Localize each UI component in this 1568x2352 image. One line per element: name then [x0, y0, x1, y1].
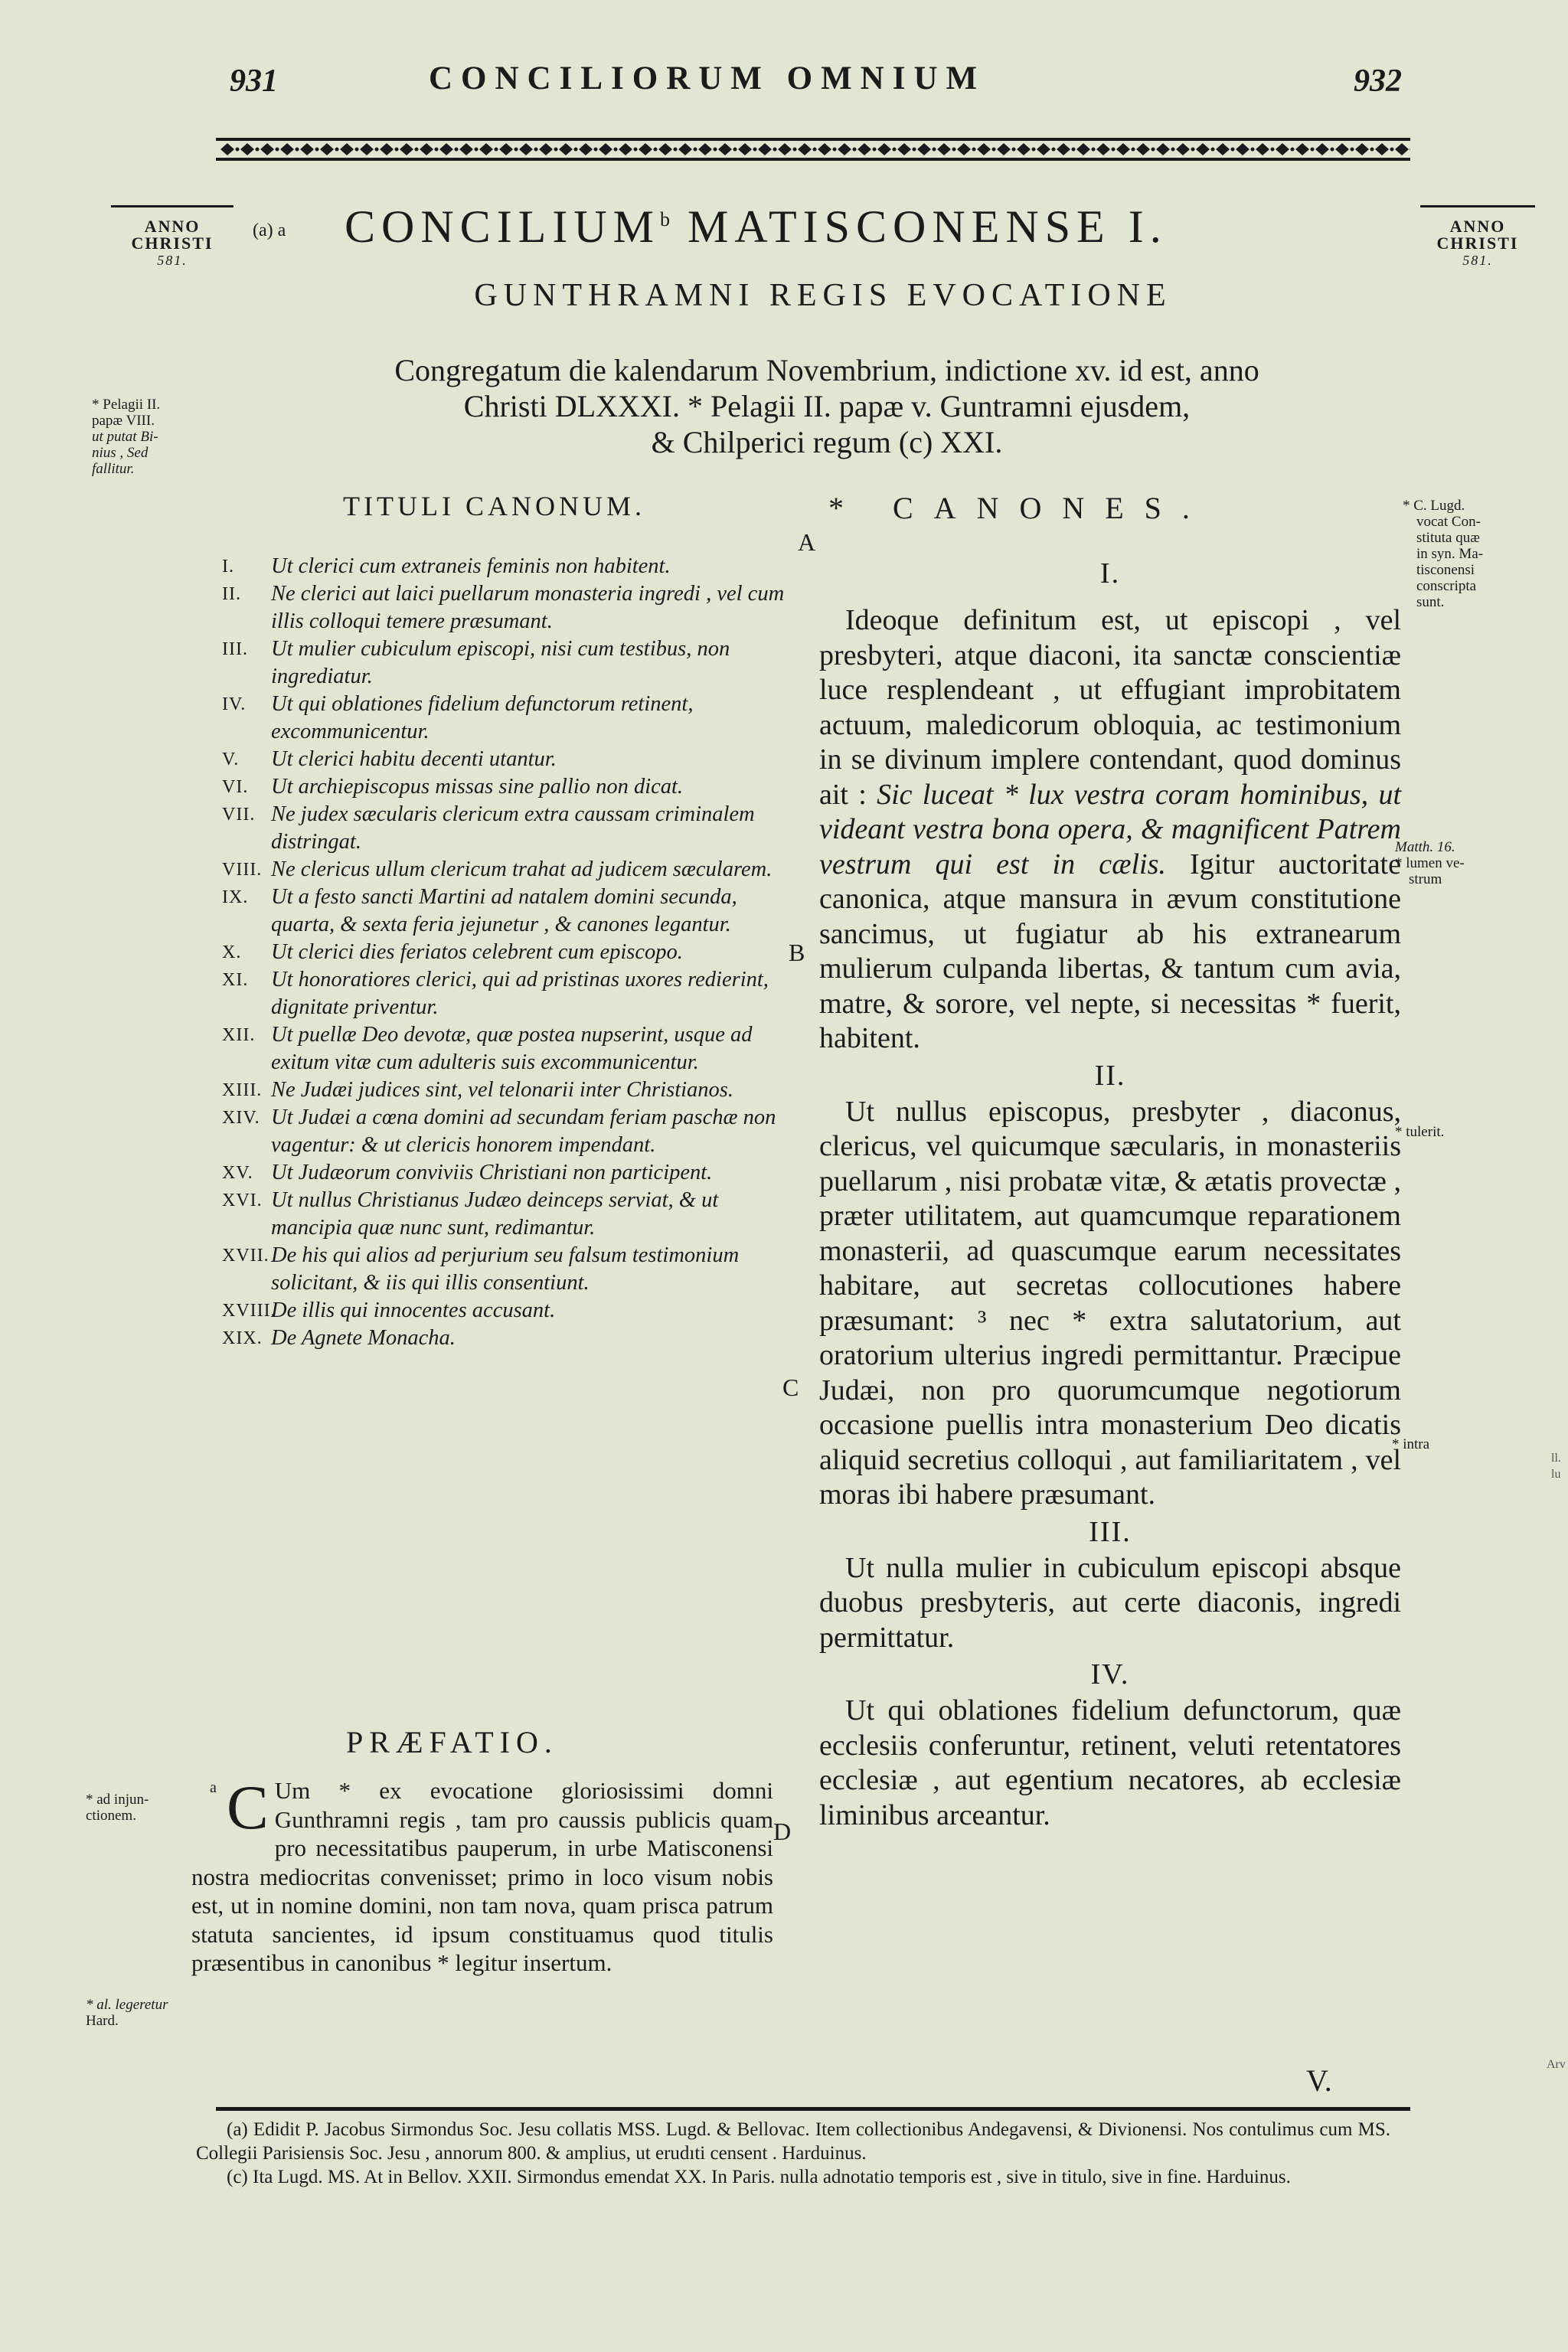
council-subtitle: GUNTHRAMNI REGIS EVOCATIONE	[474, 278, 1172, 313]
canon-number: II.	[222, 584, 241, 604]
canon-number-3: III.	[1089, 1515, 1132, 1548]
list-item	[222, 1159, 789, 1187]
margin-line: * C. Lugd.	[1403, 498, 1465, 514]
canon-1	[819, 603, 1401, 1057]
canon-number: III.	[222, 639, 248, 659]
margin-note-intra: * intra	[1392, 1436, 1430, 1452]
margin-line: conscripta	[1416, 578, 1477, 594]
canon-number: XII.	[222, 1025, 256, 1045]
canon-number: V.	[222, 750, 240, 769]
canon-title: De Agnete Monacha.	[271, 1326, 456, 1350]
margin-line: * lumen ve-	[1395, 855, 1465, 871]
list-item	[222, 1325, 789, 1352]
margin-note-matth	[1395, 839, 1548, 887]
council-title-sup: b	[660, 208, 670, 230]
canon-title: Ut Judæi a cœna domini ad secundam feriam paschæ non vagentur: & ut clericis honorem impendant.	[271, 1106, 776, 1157]
list-item	[222, 966, 789, 1021]
list-item	[222, 1021, 789, 1076]
margin-line: fallitur.	[92, 461, 135, 477]
margin-line: in syn. Ma-	[1416, 546, 1484, 562]
margin-line: Matth. 16.	[1395, 839, 1455, 855]
margin-note-injunctionem	[86, 1792, 149, 1824]
praefatio-text: Um * ex evocatione gloriosissimi domni Gunthramni regis , tam pro caussis publicis quam pro necessitatibus pauperum, in urbe Matisconensi nostra mediocritas convenisset; primo in loco visum nobis est, ut in nomine domini, non tam nova, quam prisca patrum statuta sancientes, id ipsum constituamus quod titulis præsentibus in canonibus * legitur insertum.	[191, 1777, 773, 1976]
canon-title: De illis qui innocentes accusant.	[271, 1298, 556, 1322]
council-intro	[230, 352, 1424, 460]
canon-title: Ne clericus ullum clericum trahat ad judicem sæcularem.	[271, 858, 773, 881]
council-title-name: MATISCONENSE I.	[688, 201, 1168, 252]
canon-number: XVI.	[222, 1191, 263, 1210]
drop-cap: C	[227, 1772, 269, 1842]
footnote-rule	[216, 2107, 1410, 2111]
anno-christi-left	[111, 205, 234, 269]
margin-note-legeretur	[86, 1997, 168, 2029]
margin-line: ut putat Bi-	[92, 429, 158, 445]
canon-number: VII.	[222, 805, 256, 825]
tituli-heading: TITULI CANONUM.	[343, 491, 645, 521]
margin-line: vocat Con-	[1416, 514, 1481, 530]
margin-note-tulerit: * tulerit.	[1395, 1124, 1445, 1140]
footnote-marks: (a) a	[253, 220, 286, 240]
list-item	[222, 939, 789, 966]
canon-number: X.	[222, 942, 242, 962]
margin-line: sunt.	[1416, 594, 1445, 610]
canon-title: Ut archiepiscopus missas sine pallio non dicat.	[271, 775, 684, 799]
list-item	[222, 553, 789, 580]
canon-number: VIII.	[222, 860, 263, 880]
canon-number: XIV.	[222, 1108, 260, 1128]
list-item	[222, 1076, 789, 1104]
canon-title: Ut clerici cum extraneis feminis non habitent.	[271, 554, 671, 578]
year-label: 581.	[157, 253, 188, 268]
canon-title: Ut honoratiores clerici, qui ad pristinas uxores redierint, dignitate priventur.	[271, 968, 769, 1019]
edge-text	[1551, 1450, 1561, 1482]
canon-title: Ut clerici habitu decenti utantur.	[271, 747, 557, 771]
canon-1-quote: Sic luceat * lux vestra coram hominibus, ut videant vestra bona opera, & magnificent Patrem vestrum qui est in cælis.	[819, 778, 1401, 880]
intro-line: Christi DLXXXI. * Pelagii II. papæ v. Guntramni ejusdem,	[463, 389, 1191, 423]
list-item	[222, 1187, 789, 1242]
list-item	[222, 856, 789, 884]
list-item	[222, 773, 789, 801]
canon-title: De his qui alios ad perjurium seu falsum testimonium solicitant, & iis qui illis consentiunt.	[271, 1243, 740, 1295]
list-item	[222, 691, 789, 746]
canones-column	[819, 554, 1401, 1833]
canon-1-text-cont: Igitur auctoritate canonica, atque mansura in ævum constitutione sancimus, ut fugiatur ab his extranearum mulierum culpanda libertas, & tantum cum avia, matre, & sorore, vel nepte, si necessitas * fuerit, habitent.	[819, 848, 1401, 1054]
year-label: 581.	[1462, 253, 1493, 268]
list-item	[222, 801, 789, 856]
council-title-word: CONCILIUM	[345, 201, 660, 252]
edge-text: Arv	[1547, 2058, 1566, 2071]
margin-line: * Pelagii II.	[92, 397, 161, 413]
list-item	[222, 746, 789, 773]
canon-number-4: IV.	[1090, 1658, 1130, 1690]
canon-number: XIX.	[222, 1328, 263, 1348]
anno-christi-right	[1420, 205, 1535, 269]
intro-line: Congregatum die kalendarum Novembrium, indictione xv. id est, anno	[394, 353, 1259, 387]
catchword: V.	[1306, 2063, 1332, 2098]
running-title: CONCILIORUM OMNIUM	[429, 60, 986, 96]
canon-title: Ut mulier cubiculum episcopi, nisi cum testibus, non ingrediatur.	[271, 637, 730, 688]
page-number-right: 932	[1354, 64, 1402, 99]
council-title	[345, 201, 1432, 253]
margin-line: stituta quæ	[1416, 530, 1480, 546]
list-item	[222, 635, 789, 691]
praefatio-body	[191, 1772, 773, 1978]
canones-heading: * CANONES.	[828, 491, 1210, 525]
list-item	[222, 1104, 789, 1159]
edge-line: ll.	[1551, 1452, 1561, 1465]
canon-number: VI.	[222, 777, 249, 797]
section-letter-a: A	[798, 528, 816, 556]
anno-label: ANNO	[111, 205, 234, 235]
canon-number: IX.	[222, 887, 249, 907]
page-number-left: 931	[230, 64, 278, 99]
canon-number: XV.	[222, 1163, 253, 1183]
margin-line: ctionem.	[86, 1808, 136, 1824]
canon-title: Ut puellæ Deo devotæ, quæ postea nupserint, usque ad exitum vitæ cum adulteris suis excommunicentur.	[271, 1023, 753, 1074]
margin-line: nius , Sed	[92, 445, 149, 461]
footnote-c: (c) Ita Lugd. MS. At in Bellov. XXII. Sirmondus emendat XX. In Paris. nulla adnotatio temporis est , sive in titulo, sive in fine. Harduinus.	[227, 2167, 1291, 2187]
margin-line: strum	[1409, 871, 1442, 887]
footnote-a: (a) Edidit P. Jacobus Sirmondus Soc. Jesu collatis MSS. Lugd. & Bellovac. Item collectionibus Andegavensi, & Divionensi. Nos contulimus cum MS. Collegii Parisiensis Soc. Jesu , annorum 800. & amplius, ut erudıti censent . Harduinus.	[196, 2119, 1390, 2164]
margin-line: papæ VIII.	[92, 413, 155, 429]
margin-line: * ad injun-	[86, 1792, 149, 1808]
ornament-band	[216, 136, 1410, 162]
canon-title: Ut nullus Christianus Judæo deinceps serviat, & ut mancipia quæ nunc sunt, redimantur.	[271, 1188, 719, 1240]
canon-number: XI.	[222, 970, 249, 990]
section-letter-c: C	[782, 1374, 799, 1401]
footnotes	[196, 2118, 1390, 2189]
canon-1-text: Ideoque definitum est, ut episcopi , vel presbyteri, atque diaconi, ita sanctæ conscientiæ luce resplendeant , ut effugiant improbitatem actuum, maledicorum obloquia, ac testimonium in se divinum implere contendant, quod dominus ait :	[819, 604, 1401, 811]
canon-number: I.	[222, 557, 234, 577]
margin-line: tisconensi	[1416, 562, 1475, 578]
canon-number: XVII.	[222, 1246, 270, 1266]
christi-label: CHRISTI	[1436, 234, 1519, 253]
canon-title: Ut a festo sancti Martini ad natalem domini secunda, quarta, & sexta feria jejunetur , & canones legantur.	[271, 885, 737, 936]
list-item	[222, 1242, 789, 1297]
section-letter-b: B	[789, 939, 805, 966]
canon-2: Ut nullus episcopus, presbyter , diaconus, clericus, vel quicumque sæcularis, in monasteriis puellarum , nisi probatæ vitæ, & ætatis provectæ , præter utilitatem, aut quamcumque reparationem monasterii, ad quascumque earum necessitates habitare, aut secretas collocutiones habere præsumant: ³ nec * extra salutatorium, aut oratorium ulterius ingredi permittantur. Præcipue Judæi, non pro quorumcumque negotiorum occasione puellis intra monasterium Deo dicatis aliquid secretius colloqui , aut familiaritatem , vel moras ibi habere præsumant.	[819, 1095, 1401, 1511]
canon-title: Ne clerici aut laici puellarum monasteria ingredi , vel cum illis colloqui temere præsumant.	[271, 582, 785, 633]
margin-note-lugd	[1403, 498, 1540, 610]
list-item	[222, 580, 789, 635]
canon-number-1: I.	[1099, 557, 1121, 590]
canon-title: Ne Judæi judices sint, vel telonarii inter Christianos.	[271, 1078, 734, 1102]
canon-title: Ut Judæorum conviviis Christiani non participent.	[271, 1161, 713, 1184]
margin-note-pelagii	[92, 397, 160, 477]
praefatio-heading: PRÆFATIO.	[346, 1725, 558, 1759]
canon-4: Ut qui oblationes fidelium defunctorum, quæ ecclesiis conferuntur, retinent, veluti retentatores ecclesiæ , aut egentium necatores, ab ecclesiæ liminibus arceantur.	[819, 1694, 1401, 1831]
anno-label: ANNO	[1420, 205, 1535, 235]
christi-label: CHRISTI	[131, 234, 214, 253]
canon-3: Ut nulla mulier in cubiculum episcopi absque duobus presbyteris, aut certe diaconis, ingredi permittatur.	[819, 1551, 1401, 1654]
list-item	[222, 884, 789, 939]
canon-title: Ne judex sæcularis clericum extra caussam criminalem distringat.	[271, 802, 755, 854]
canon-number-2: II.	[1094, 1059, 1126, 1092]
canon-title: Ut clerici dies feriatos celebrent cum episcopo.	[271, 940, 683, 964]
canon-number: XIII.	[222, 1080, 263, 1100]
margin-line: Hard.	[86, 2013, 119, 2029]
canon-title: Ut qui oblationes fidelium defunctorum retinent, excommunicentur.	[271, 692, 694, 743]
praefatio-note-mark: a	[210, 1779, 217, 1796]
canon-number: XVIII.	[222, 1301, 276, 1321]
list-item	[222, 1297, 789, 1325]
margin-line: * al. legeretur	[86, 1997, 168, 2013]
canon-number: IV.	[222, 694, 247, 714]
section-letter-d: D	[773, 1818, 792, 1845]
tituli-list	[222, 553, 789, 1352]
intro-line: & Chilperici regum (c) XXI.	[651, 425, 1003, 459]
edge-line: lu	[1551, 1468, 1561, 1481]
